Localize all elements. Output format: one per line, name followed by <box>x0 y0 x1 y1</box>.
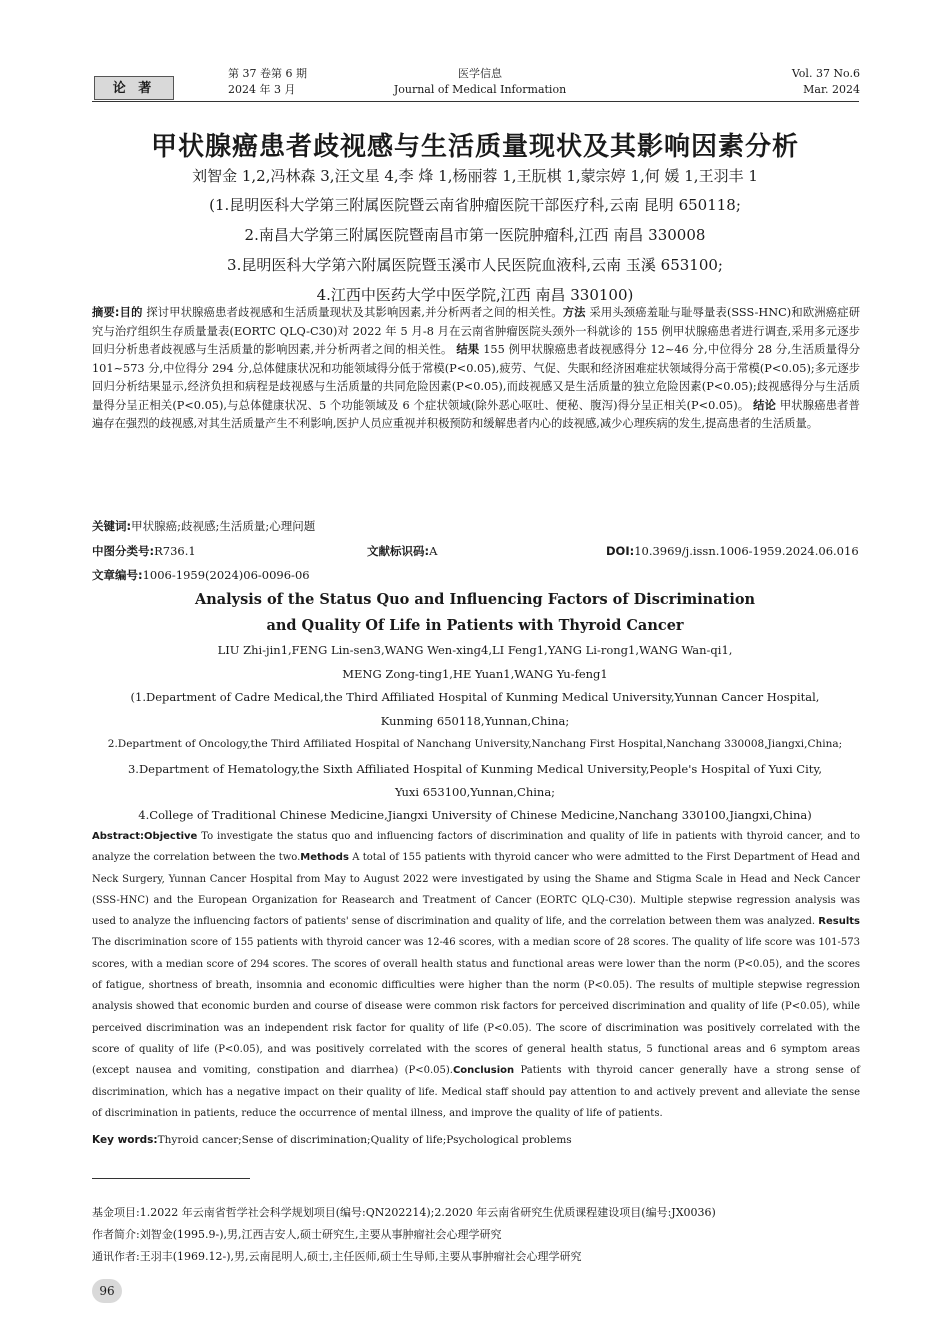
affiliation-en-1b: Kunming 650118,Yunnan,China; <box>380 714 570 728</box>
journal-name <box>380 66 580 98</box>
footnote-funding: 基金项目:1.2022 年云南省哲学社会科学规划项目(编号:QN202214);2.2020 年云南省研究生优质课程建设项目(编号:JX0036) <box>92 1206 716 1219</box>
issue-info-cn <box>228 66 307 98</box>
keywords-en <box>92 1134 572 1146</box>
journal-en: Journal of Medical Information <box>393 83 567 96</box>
header-rule <box>92 101 859 102</box>
methods-cn-label: 方法 <box>562 306 586 319</box>
methods-en: A total of 155 patients with thyroid cancer who were admitted to the First Department of Head and Neck Surgery, Yunnan Cancer Hospital from May to August 2022 were investigated by using the Shame and Stigma Scale in Head and Neck Cancer (SSS-HNC) and the European Organization for Reasearch and Treatment of Cancer (EORTC QLQ-C30). Multiple stepwise regression analysis was used to analyze the influencing factors of patients' sense of discrimination and quality of life, and the correlation between them was analyzed. <box>92 852 860 928</box>
issue-info-en <box>740 66 860 98</box>
article-label: 文章编号: <box>92 568 143 582</box>
clc-number <box>92 543 196 559</box>
abstract-cn <box>92 304 860 434</box>
clc-value: R736.1 <box>154 544 196 558</box>
affiliation-en-1: (1.Department of Cadre Medical,the Third Affiliated Hospital of Kunming Medical University,Yunnan Cancer Hospital, <box>130 690 820 704</box>
objective-en: To investigate the status quo and influencing factors of discrimination and quality of life in patients with thyroid cancer, and to analyze the correlation between the two. <box>92 831 860 864</box>
methods-cn: 采用头颈癌羞耻与耻辱量表(SSS-HNC)和欧洲癌症研究与治疗组织生存质量量表(EORTC QLQ-C30)对 2022 年 5 月-8 月在云南省肿瘤医院头颈外一科就诊的 155 例甲状腺癌患者进行调查,采用多元逐步回归分析患者歧视感与生活质量的影响因素,并分析两者之间的相关性。 <box>92 306 860 356</box>
issue-cn: 第 37 卷第 6 期 <box>228 67 307 80</box>
objective-cn: 探讨甲状腺癌患者歧视感和生活质量现状及其影响因素,并分析两者之间的相关性。 <box>146 306 563 319</box>
doc-value: A <box>429 544 438 558</box>
affiliation-cn-4: 4.江西中医药大学中医学院,江西 南昌 330100) <box>316 286 634 304</box>
affiliation-cn-2: 2.南昌大学第三附属医院暨南昌市第一医院肿瘤科,江西 南昌 330008 <box>244 226 706 244</box>
conclusion-en-label: Conclusion <box>452 1065 515 1077</box>
clc-label: 中图分类号: <box>92 544 155 558</box>
article-number <box>92 567 310 583</box>
keywords-cn-label: 关键词: <box>92 519 132 533</box>
keywords-cn <box>92 518 315 534</box>
methods-en-label: Methods <box>300 852 349 864</box>
article-value: 1006-1959(2024)06-0096-06 <box>142 568 310 582</box>
doi-label: DOI: <box>606 544 635 558</box>
affiliation-en-4: 4.College of Traditional Chinese Medicine,Jiangxi University of Chinese Medicine,Nanchang 330100,Jiangxi,China) <box>138 808 812 822</box>
abstract-en-label: Abstract: <box>92 831 145 842</box>
affiliation-en-2: 2.Department of Oncology,the Third Affiliated Hospital of Nanchang University,Nanchang First Hospital,Nanchang 330008,Jiangxi,China; <box>107 738 843 750</box>
objective-en-label: Objective <box>144 831 198 842</box>
keywords-en-text: Thyroid cancer;Sense of discrimination;Quality of life;Psychological problems <box>157 1134 572 1146</box>
date-cn: 2024 年 3 月 <box>228 83 296 96</box>
vol-en: Vol. 37 No.6 <box>791 67 860 80</box>
authors-en-line-1: LIU Zhi-jin1,FENG Lin-sen3,WANG Wen-xing4,LI Feng1,YANG Li-rong1,WANG Wan-qi1, <box>217 643 733 657</box>
conclusion-en: Patients with thyroid cancer generally have a strong sense of discrimination, which has a negative impact on their quality of life. Medical staff should pay attention to and actively prevent and alleviate the sense of discrimination in patients, reduce the occurrence of mental illness, and improve the quality of life of patients. <box>92 1065 860 1119</box>
abstract-cn-label: 摘要: <box>92 306 120 319</box>
title-en-line-1: Analysis of the Status Quo and Influencing Factors of Discrimination <box>194 591 756 608</box>
results-cn: 155 例甲状腺癌患者歧视感得分 12~46 分,中位得分 28 分,生活质量得分 101~573 分,中位得分 294 分,总体健康状况和功能领域得分低于常模(P<0.05),疲劳、气促、失眠和经济困难症状领域得分高于常模(P<0.05);多元逐步回归分析结果显示,经济负担和病程是歧视感与生活质量的共同危险因素(P<0.05),而歧视感又是生活质量的独立危险因素(P<0.05);歧视感得分与生活质量得分呈正相关(P<0.05),与总体健康状况、5 个功能领域及 6 个症状领域(除外恶心呕吐、便秘、腹泻)得分呈正相关(P<0.05)。 <box>92 343 861 412</box>
footnote-corresponding: 通讯作者:王羽丰(1969.12-),男,云南昆明人,硕士,主任医师,硕士生导师,主要从事肿瘤社会心理学研究 <box>92 1250 582 1263</box>
results-cn-label: 结果 <box>456 343 480 356</box>
affiliation-en-3: 3.Department of Hematology,the Sixth Affiliated Hospital of Kunming Medical University,People's Hospital of Yuxi City, <box>127 762 823 776</box>
objective-cn-label: 目的 <box>119 306 143 319</box>
journal-cn: 医学信息 <box>458 67 502 80</box>
title-en-line-2: and Quality Of Life in Patients with Thyroid Cancer <box>266 617 684 634</box>
doi-value[interactable]: 10.3969/j.issn.1006-1959.2024.06.016 <box>634 544 859 558</box>
keywords-cn-text: 甲状腺癌;歧视感;生活质量;心理问题 <box>131 519 316 533</box>
footnote-rule <box>92 1178 250 1179</box>
title-cn: 甲状腺癌患者歧视感与生活质量现状及其影响因素分析 <box>150 132 799 162</box>
affiliation-en-3b: Yuxi 653100,Yunnan,China; <box>394 785 556 799</box>
keywords-en-label: Key words: <box>92 1134 158 1146</box>
section-tag: 论 著 <box>94 76 174 100</box>
affiliation-cn-1: (1.昆明医科大学第三附属医院暨云南省肿瘤医院干部医疗科,云南 昆明 650118; <box>209 196 741 214</box>
results-en: The discrimination score of 155 patients with thyroid cancer was 12-46 scores, with a median score of 28 scores. The quality of life score was 101-573 scores, with a median score of 294 scores. The scores of overall health status and functional areas were lower than the norm (P<0.05), and the scores of fatigue, shortness of breath, insomnia and economic difficulties were higher than the norm (P<0.05). The results of multiple stepwise regression analysis showed that economic burden and course of disease were common risk factors for perceived discrimination and quality of life (P<0.05), while perceived discrimination was an independent risk factor for quality of life (P<0.05). The score of discrimination was positively correlated with the score of quality of life (P<0.05), and was positively correlated with the scores of general health status, 5 functional areas and 6 symptom areas (except nausea and vomiting, constipation and diarrhea) (P<0.05). <box>92 937 860 1077</box>
doc-label: 文献标识码: <box>367 544 430 558</box>
results-en-label: Results <box>818 916 860 928</box>
affiliation-cn-3: 3.昆明医科大学第六附属医院暨玉溪市人民医院血液科,云南 玉溪 653100; <box>227 256 723 274</box>
footnote-author-bio: 作者简介:刘智金(1995.9-),男,江西吉安人,硕士研究生,主要从事肿瘤社会心理学研究 <box>92 1228 502 1241</box>
doc-code <box>367 543 437 559</box>
conclusion-cn-label: 结论 <box>753 398 777 412</box>
authors-cn: 刘智金 1,2,冯林森 3,汪文星 4,李 烽 1,杨丽蓉 1,王朊棋 1,蒙宗婷 1,何 媛 1,王羽丰 1 <box>192 167 758 185</box>
abstract-en <box>92 826 860 1124</box>
page-number: 96 <box>92 1279 122 1303</box>
doi[interactable] <box>606 543 859 559</box>
conclusion-cn: 甲状腺癌患者普遍存在强烈的歧视感,对其生活质量产生不利影响,医护人员应重视并积极预防和缓解患者内心的歧视感,减少心理疾病的发生,提高患者的生活质量。 <box>92 398 860 430</box>
date-en: Mar. 2024 <box>803 83 860 96</box>
authors-en-line-2: MENG Zong-ting1,HE Yuan1,WANG Yu-feng1 <box>342 667 608 681</box>
